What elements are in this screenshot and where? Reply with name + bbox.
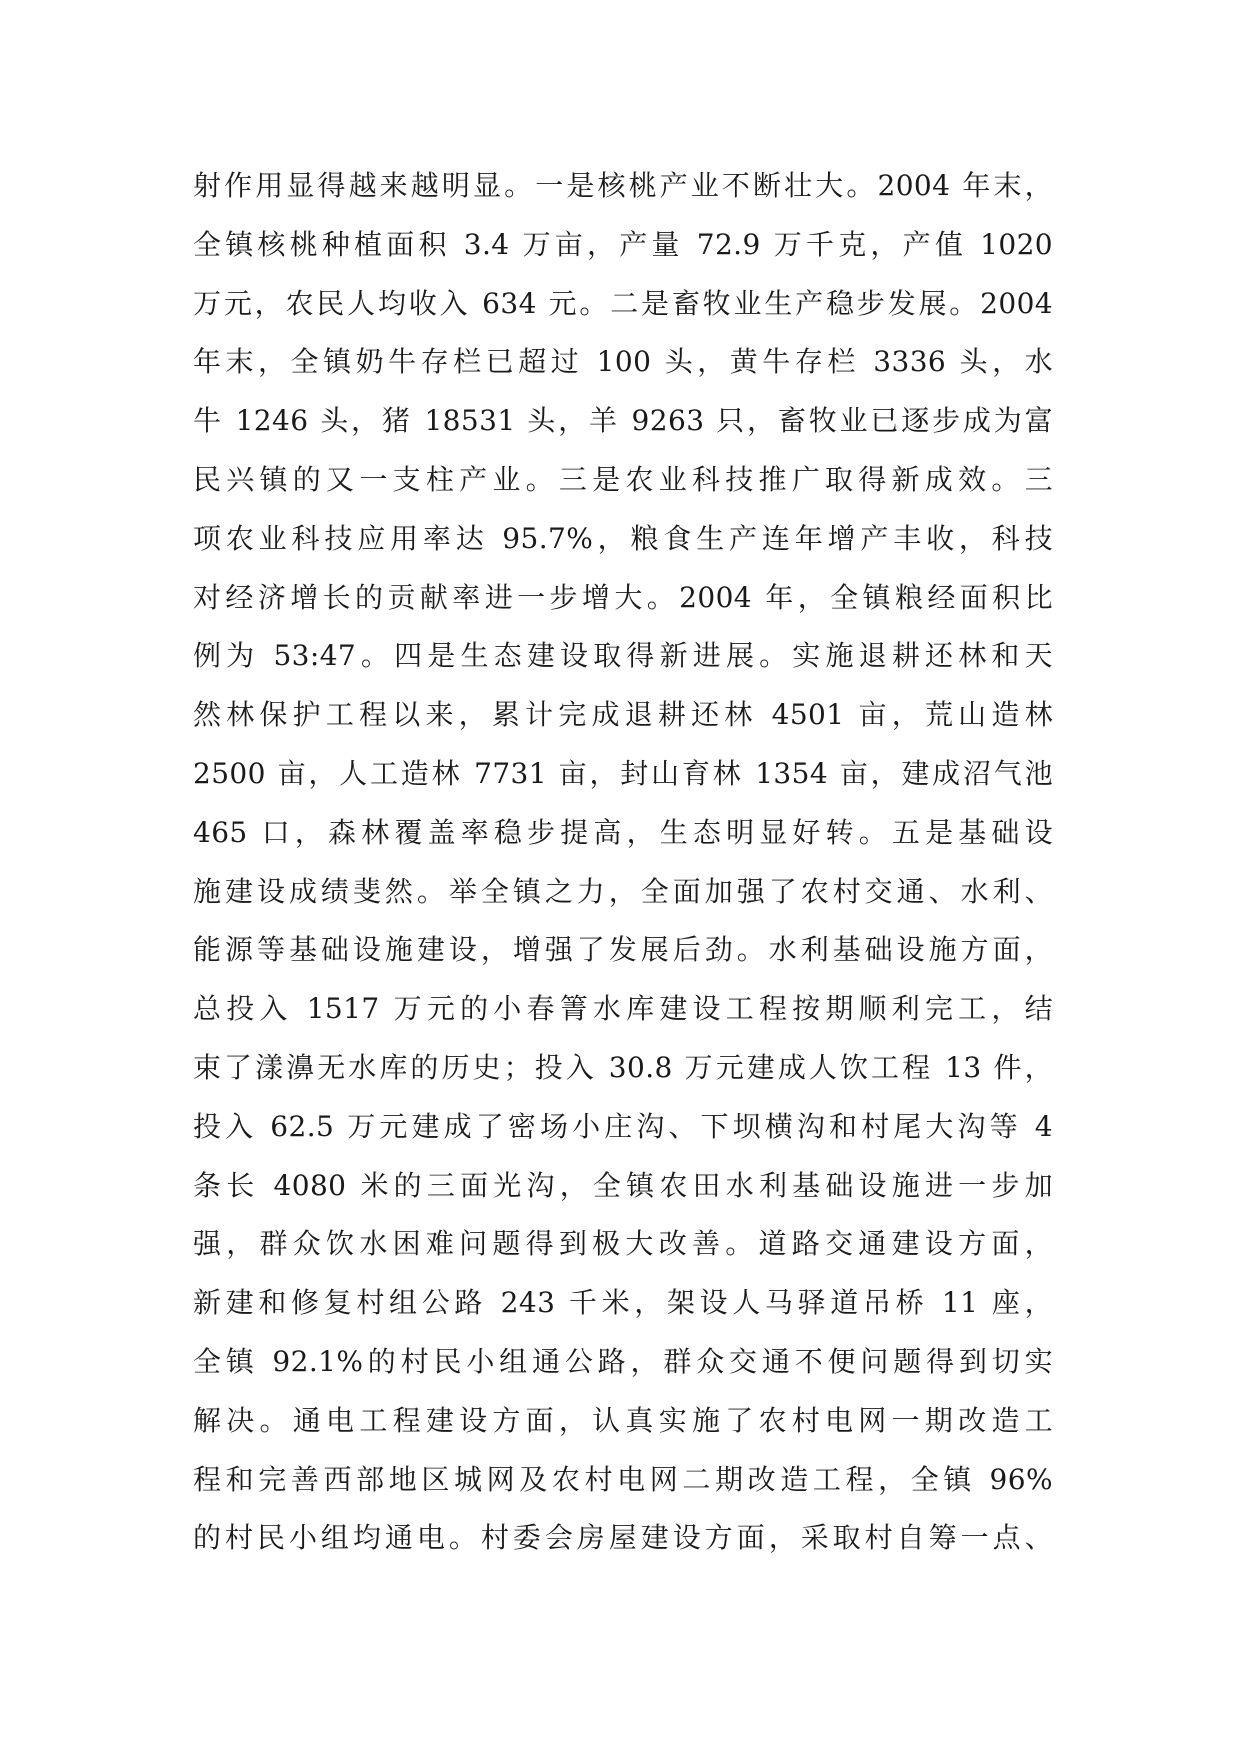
text-line: 例为 53:47。四是生态建设取得新进展。实施退耕还林和天 — [193, 639, 1053, 673]
text-line: 条长 4080 米的三面光沟，全镇农田水利基础设施进一步加 — [193, 1168, 1053, 1202]
text-line: 强，群众饮水困难问题得到极大改善。道路交通建设方面， — [193, 1227, 1053, 1261]
text-line: 全镇 92.1%的村民小组通公路，群众交通不便问题得到切实 — [193, 1344, 1053, 1378]
text-line: 对经济增长的贡献率进一步增大。2004 年，全镇粮经面积比 — [193, 580, 1053, 614]
text-line: 项农业科技应用率达 95.7%，粮食生产连年增产丰收，科技 — [193, 521, 1053, 555]
text-line: 射作用显得越来越明显。一是核桃产业不断壮大。2004 年末， — [193, 169, 1053, 202]
text-line: 总投入 1517 万元的小春箐水库建设工程按期顺利完工，结 — [193, 992, 1053, 1026]
text-line: 万元，农民人均收入 634 元。二是畜牧业生产稳步发展。2004 — [193, 286, 1053, 320]
text-line: 民兴镇的又一支柱产业。三是农业科技推广取得新成效。三 — [193, 462, 1053, 496]
text-line: 全镇核桃种植面积 3.4 万亩，产量 72.9 万千克，产值 1020 — [193, 227, 1053, 261]
text-line: 2500 亩，人工造林 7731 亩，封山育林 1354 亩，建成沼气池 — [193, 756, 1053, 790]
text-line: 投入 62.5 万元建成了密场小庄沟、下坝横沟和村尾大沟等 4 — [193, 1109, 1053, 1143]
text-line: 年末，全镇奶牛存栏已超过 100 头，黄牛存栏 3336 头，水 — [193, 345, 1053, 379]
text-line: 的村民小组均通电。村委会房屋建设方面，采取村自筹一点、 — [193, 1521, 1053, 1555]
text-line: 程和完善西部地区城网及农村电网二期改造工程，全镇 96% — [193, 1462, 1053, 1496]
text-line: 束了漾濞无水库的历史；投入 30.8 万元建成人饮工程 13 件， — [193, 1050, 1053, 1084]
text-line: 牛 1246 头，猪 18531 头，羊 9263 只，畜牧业已逐步成为富 — [193, 404, 1053, 438]
text-line: 新建和修复村组公路 243 千米，架设人马驿道吊桥 11 座， — [193, 1286, 1053, 1320]
text-line: 解决。通电工程建设方面，认真实施了农村电网一期改造工 — [193, 1403, 1053, 1437]
text-line: 然林保护工程以来，累计完成退耕还林 4501 亩，荒山造林 — [193, 698, 1053, 732]
body-text — [193, 157, 1053, 1568]
text-line: 施建设成绩斐然。举全镇之力，全面加强了农村交通、水利、 — [193, 874, 1053, 908]
text-line: 能源等基础设施建设，增强了发展后劲。水利基础设施方面， — [193, 933, 1053, 967]
text-line: 465 口，森林覆盖率稳步提高，生态明显好转。五是基础设 — [193, 815, 1053, 849]
